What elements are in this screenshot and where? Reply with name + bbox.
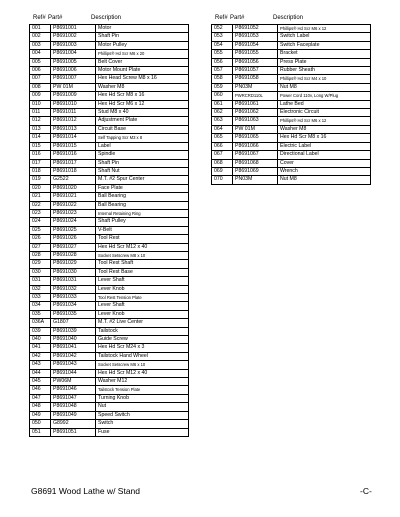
part-number-cell: P8691042 bbox=[51, 352, 96, 360]
table-row bbox=[30, 109, 189, 117]
table-row bbox=[30, 319, 189, 327]
part-number-cell: P8691032 bbox=[51, 285, 96, 293]
ref-cell: 047 bbox=[30, 394, 51, 402]
part-number-cell: PW06M bbox=[51, 378, 96, 386]
table-row bbox=[30, 361, 189, 369]
ref-cell: 035 bbox=[30, 310, 51, 318]
description-cell: Guide Screw bbox=[96, 336, 189, 344]
part-number-cell: G2522 bbox=[51, 176, 96, 184]
part-number-cell: P8691024 bbox=[51, 218, 96, 226]
table-row bbox=[30, 243, 189, 251]
table-row bbox=[212, 67, 371, 75]
table-row bbox=[212, 117, 371, 125]
table-row bbox=[212, 134, 371, 142]
table-row bbox=[30, 344, 189, 352]
description-cell: Label bbox=[96, 142, 189, 150]
description-cell: Spindle bbox=[96, 151, 189, 159]
ref-cell: 022 bbox=[30, 201, 51, 209]
ref-cell: 039 bbox=[30, 327, 51, 335]
ref-cell: 059 bbox=[212, 83, 233, 91]
part-number-cell: P8691067 bbox=[233, 151, 278, 159]
ref-cell: 061 bbox=[212, 100, 233, 108]
description-cell: Hex Head Screw M8 x 16 bbox=[96, 75, 189, 83]
part-number-cell: P8691011 bbox=[51, 109, 96, 117]
table-row bbox=[212, 151, 371, 159]
ref-cell: 010 bbox=[30, 100, 51, 108]
ref-cell: 017 bbox=[30, 159, 51, 167]
description-cell: Phillips® Hd Scr M6 x 12 bbox=[278, 25, 371, 33]
part-number-cell: PN03M bbox=[233, 176, 278, 184]
table-row bbox=[30, 420, 189, 428]
ref-cell: 001 bbox=[30, 25, 51, 33]
description-cell: Phillips® Hd Scr M6 x 20 bbox=[96, 50, 189, 58]
table-row bbox=[30, 294, 189, 302]
ref-cell: 016 bbox=[30, 151, 51, 159]
ref-cell: 053 bbox=[212, 33, 233, 41]
ref-cell: 033 bbox=[30, 294, 51, 302]
ref-cell: 023 bbox=[30, 209, 51, 217]
document-title: G8691 Wood Lathe w/ Stand bbox=[31, 486, 141, 496]
page-number: -C- bbox=[360, 486, 372, 496]
table-row bbox=[212, 33, 371, 41]
ref-cell: 041 bbox=[30, 344, 51, 352]
part-number-cell: P8691015 bbox=[51, 142, 96, 150]
description-cell: Washer M12 bbox=[96, 378, 189, 386]
part-number-cell: P8691020 bbox=[51, 184, 96, 192]
ref-cell: 068 bbox=[212, 159, 233, 167]
ref-cell: 042 bbox=[30, 352, 51, 360]
parts-table-left bbox=[29, 24, 189, 437]
part-number-cell: P8691017 bbox=[51, 159, 96, 167]
ref-cell: 032 bbox=[30, 285, 51, 293]
ref-cell: 002 bbox=[30, 33, 51, 41]
ref-cell: 056 bbox=[212, 58, 233, 66]
table-row bbox=[212, 159, 371, 167]
part-number-cell: P8691066 bbox=[233, 142, 278, 150]
table-row bbox=[212, 176, 371, 184]
part-number-cell: P8691041 bbox=[51, 344, 96, 352]
ref-cell: 031 bbox=[30, 277, 51, 285]
ref-cell: 036A bbox=[30, 319, 51, 327]
table-row bbox=[30, 151, 189, 159]
description-cell: Ball Bearing bbox=[96, 201, 189, 209]
table-row bbox=[30, 378, 189, 386]
ref-cell: 062 bbox=[212, 109, 233, 117]
description-cell: Turning Knob bbox=[96, 394, 189, 402]
description-cell: Tailstock Hand Wheel bbox=[96, 352, 189, 360]
table-row bbox=[30, 277, 189, 285]
ref-cell: 050 bbox=[30, 420, 51, 428]
description-cell: Phillips® Hd Scr M6 x 12 bbox=[278, 117, 371, 125]
part-number-cell: P8691046 bbox=[51, 386, 96, 394]
description-cell: Socket Setscrew M6 x 10 bbox=[96, 361, 189, 369]
ref-cell: 009 bbox=[30, 92, 51, 100]
part-number-cell: P8691048 bbox=[51, 403, 96, 411]
description-header: Description bbox=[273, 15, 304, 21]
description-cell: V-Belt bbox=[96, 226, 189, 234]
table-row bbox=[30, 58, 189, 66]
ref-cell: 006 bbox=[30, 67, 51, 75]
part-number-cell: P8691018 bbox=[51, 167, 96, 175]
table-row bbox=[30, 67, 189, 75]
ref-cell: 048 bbox=[30, 403, 51, 411]
ref-cell: 058 bbox=[212, 75, 233, 83]
table-row bbox=[30, 352, 189, 360]
table-row bbox=[30, 369, 189, 377]
ref-cell: 052 bbox=[212, 25, 233, 33]
ref-cell: 065 bbox=[212, 134, 233, 142]
ref-cell: 034 bbox=[30, 302, 51, 310]
ref-cell: 015 bbox=[30, 142, 51, 150]
table-row bbox=[212, 75, 371, 83]
part-number-cell: P8691014 bbox=[51, 134, 96, 142]
part-number-cell: P8691006 bbox=[51, 67, 96, 75]
table-row bbox=[30, 41, 189, 49]
description-cell: Hex Hd Scr M12 x 40 bbox=[96, 243, 189, 251]
table-row bbox=[30, 125, 189, 133]
description-cell: Nut M8 bbox=[278, 176, 371, 184]
description-cell: Electronic Circuit bbox=[278, 109, 371, 117]
part-number-cell: P8691023 bbox=[51, 209, 96, 217]
part-number-cell: P8691004 bbox=[51, 50, 96, 58]
ref-cell: 070 bbox=[212, 176, 233, 184]
table-row bbox=[30, 386, 189, 394]
description-cell: Motor bbox=[96, 25, 189, 33]
ref-cell: 045 bbox=[30, 378, 51, 386]
part-number-cell: P8691028 bbox=[51, 251, 96, 259]
part-number-cell: PN03M bbox=[233, 83, 278, 91]
ref-cell: 060 bbox=[212, 92, 233, 100]
ref-cell: 054 bbox=[212, 41, 233, 49]
ref-cell: 029 bbox=[30, 260, 51, 268]
description-cell: Nut bbox=[96, 403, 189, 411]
part-number-cell: P8691039 bbox=[51, 327, 96, 335]
ref-cell: 027 bbox=[30, 243, 51, 251]
table-row bbox=[30, 142, 189, 150]
part-header: Part# bbox=[230, 15, 245, 21]
part-number-cell: P8691058 bbox=[233, 75, 278, 83]
table-row bbox=[30, 209, 189, 217]
ref-cell: 044 bbox=[30, 369, 51, 377]
part-number-cell: PW 01M bbox=[233, 125, 278, 133]
part-number-cell: P8691007 bbox=[51, 75, 96, 83]
description-cell: Stud M8 x 40 bbox=[96, 109, 189, 117]
description-cell: Socket Setscrew M8 x 10 bbox=[96, 251, 189, 259]
description-cell: Tool Rest Shaft bbox=[96, 260, 189, 268]
part-number-cell: G1807 bbox=[51, 319, 96, 327]
part-number-cell: P8691013 bbox=[51, 125, 96, 133]
ref-cell: 003 bbox=[30, 41, 51, 49]
part-number-cell: P8691010 bbox=[51, 100, 96, 108]
description-cell: Electric Label bbox=[278, 142, 371, 150]
table-row bbox=[30, 25, 189, 33]
ref-cell: 069 bbox=[212, 167, 233, 175]
description-cell: Shaft Pulley bbox=[96, 218, 189, 226]
part-number-cell: P8691040 bbox=[51, 336, 96, 344]
ref-cell: 014 bbox=[30, 134, 51, 142]
part-number-cell: P8691002 bbox=[51, 33, 96, 41]
table-row bbox=[30, 302, 189, 310]
part-number-cell: P8691030 bbox=[51, 268, 96, 276]
description-cell: Tailstock bbox=[96, 327, 189, 335]
part-number-cell: P8691044 bbox=[51, 369, 96, 377]
description-cell: Washer M8 bbox=[278, 125, 371, 133]
description-cell: Press Plate bbox=[278, 58, 371, 66]
part-number-cell: P8691025 bbox=[51, 226, 96, 234]
part-number-cell: P8691052 bbox=[233, 25, 278, 33]
ref-cell: 012 bbox=[30, 117, 51, 125]
ref-cell: 051 bbox=[30, 428, 51, 436]
ref-cell: 030 bbox=[30, 268, 51, 276]
table-row bbox=[30, 235, 189, 243]
ref-cell: 066 bbox=[212, 142, 233, 150]
ref-cell: 021 bbox=[30, 193, 51, 201]
table-row bbox=[30, 310, 189, 318]
table-row bbox=[30, 201, 189, 209]
description-cell: Face Plate bbox=[96, 184, 189, 192]
description-cell: Lathe Bed bbox=[278, 100, 371, 108]
table-row bbox=[212, 58, 371, 66]
table-row bbox=[30, 193, 189, 201]
table-row bbox=[30, 33, 189, 41]
ref-cell: 055 bbox=[212, 50, 233, 58]
part-number-cell: P8691053 bbox=[233, 33, 278, 41]
description-cell: M.T. #2 Live Center bbox=[96, 319, 189, 327]
part-number-cell: P8691009 bbox=[51, 92, 96, 100]
description-cell: Tool Rest Base bbox=[96, 268, 189, 276]
table-row bbox=[212, 41, 371, 49]
description-cell: Rubber Sheath bbox=[278, 67, 371, 75]
table-row bbox=[30, 75, 189, 83]
table-row bbox=[212, 167, 371, 175]
part-number-cell: P8691069 bbox=[233, 167, 278, 175]
part-number-cell: P8691005 bbox=[51, 58, 96, 66]
description-cell: Circuit Base bbox=[96, 125, 189, 133]
table-row bbox=[212, 25, 371, 33]
ref-header: Ref# bbox=[33, 15, 46, 21]
description-cell: Switch Faceplate bbox=[278, 41, 371, 49]
table-row bbox=[30, 268, 189, 276]
part-number-cell: P8691051 bbox=[51, 428, 96, 436]
table-row bbox=[30, 92, 189, 100]
table-row bbox=[30, 83, 189, 91]
table-row bbox=[212, 109, 371, 117]
table-row bbox=[30, 285, 189, 293]
table-row bbox=[30, 260, 189, 268]
description-cell: Shaft Pin bbox=[96, 33, 189, 41]
description-cell: Lever Knob bbox=[96, 310, 189, 318]
table-row bbox=[30, 100, 189, 108]
description-cell: Motor Mount Plate bbox=[96, 67, 189, 75]
description-cell: Hex Hd Scr M12 x 40 bbox=[96, 369, 189, 377]
table-row bbox=[30, 394, 189, 402]
description-cell: Hex Hd Scr M8 x 16 bbox=[96, 92, 189, 100]
description-cell: Washer M8 bbox=[96, 83, 189, 91]
description-cell: Hex Hd Scr M6 x 12 bbox=[96, 100, 189, 108]
part-number-cell: P8691035 bbox=[51, 310, 96, 318]
ref-cell: 011 bbox=[30, 109, 51, 117]
part-number-cell: P8691068 bbox=[233, 159, 278, 167]
ref-cell: 025 bbox=[30, 226, 51, 234]
ref-cell: 005 bbox=[30, 58, 51, 66]
description-cell: Motor Pulley bbox=[96, 41, 189, 49]
part-number-cell: P8691057 bbox=[233, 67, 278, 75]
description-cell: Nut M8 bbox=[278, 83, 371, 91]
part-number-cell: P8691055 bbox=[233, 50, 278, 58]
table-row bbox=[212, 142, 371, 150]
table-row bbox=[30, 134, 189, 142]
ref-cell: 046 bbox=[30, 386, 51, 394]
ref-cell: 049 bbox=[30, 411, 51, 419]
table-row bbox=[30, 226, 189, 234]
part-number-cell: P8691022 bbox=[51, 201, 96, 209]
part-number-cell: G8992 bbox=[51, 420, 96, 428]
description-cell: M.T. #2 Spur Center bbox=[96, 176, 189, 184]
part-number-cell: P8691054 bbox=[233, 41, 278, 49]
description-cell: Internal Retaining Ring bbox=[96, 209, 189, 217]
table-row bbox=[212, 50, 371, 58]
ref-cell: 064 bbox=[212, 125, 233, 133]
description-cell: Shaft Pin bbox=[96, 159, 189, 167]
ref-cell: 057 bbox=[212, 67, 233, 75]
description-cell: Tool Rest bbox=[96, 235, 189, 243]
part-number-cell: P8691031 bbox=[51, 277, 96, 285]
part-number-cell: P8691034 bbox=[51, 302, 96, 310]
part-number-cell: P8691065 bbox=[233, 134, 278, 142]
table-row bbox=[30, 167, 189, 175]
description-cell: Bracket bbox=[278, 50, 371, 58]
description-cell: Fuse bbox=[96, 428, 189, 436]
ref-cell: 024 bbox=[30, 218, 51, 226]
description-cell: Wrench bbox=[278, 167, 371, 175]
part-number-cell: P8691033 bbox=[51, 294, 96, 302]
part-number-cell: P8691016 bbox=[51, 151, 96, 159]
part-number-cell: P8691029 bbox=[51, 260, 96, 268]
ref-cell: 063 bbox=[212, 117, 233, 125]
description-cell: Switch Label bbox=[278, 33, 371, 41]
part-number-cell: P8691026 bbox=[51, 235, 96, 243]
description-cell: Power Cord 110v, Long W/Plug bbox=[278, 92, 371, 100]
description-cell: Self Tapping Scr M3 x 8 bbox=[96, 134, 189, 142]
description-cell: Ball Bearing bbox=[96, 193, 189, 201]
table-row bbox=[30, 117, 189, 125]
part-number-cell: PW 01M bbox=[51, 83, 96, 91]
part-number-cell: PWRCRD110L bbox=[233, 92, 278, 100]
part-number-cell: P8691001 bbox=[51, 25, 96, 33]
description-cell: Hex Hd Scr M24 x 3 bbox=[96, 344, 189, 352]
part-number-cell: P8691003 bbox=[51, 41, 96, 49]
ref-cell: 004 bbox=[30, 50, 51, 58]
part-number-cell: P8691012 bbox=[51, 117, 96, 125]
description-cell: Lever Shaft bbox=[96, 302, 189, 310]
table-row bbox=[30, 184, 189, 192]
part-header: Part# bbox=[48, 15, 63, 21]
table-row bbox=[30, 411, 189, 419]
description-cell: Tool Rest Tension Plate bbox=[96, 294, 189, 302]
description-cell: Cover bbox=[278, 159, 371, 167]
table-row bbox=[30, 403, 189, 411]
ref-cell: 019 bbox=[30, 176, 51, 184]
table-row bbox=[30, 327, 189, 335]
description-cell: Speed Switch bbox=[96, 411, 189, 419]
ref-cell: 040 bbox=[30, 336, 51, 344]
table-row bbox=[30, 428, 189, 436]
table-row bbox=[30, 336, 189, 344]
table-row bbox=[30, 159, 189, 167]
table-row bbox=[30, 251, 189, 259]
parts-table-right bbox=[211, 24, 371, 185]
description-cell: Directional Label bbox=[278, 151, 371, 159]
description-cell: Switch bbox=[96, 420, 189, 428]
description-cell: Adjustment Plate bbox=[96, 117, 189, 125]
table-row bbox=[212, 92, 371, 100]
part-number-cell: P8691027 bbox=[51, 243, 96, 251]
description-cell: Shaft Nut bbox=[96, 167, 189, 175]
ref-cell: 008 bbox=[30, 83, 51, 91]
ref-cell: 067 bbox=[212, 151, 233, 159]
ref-cell: 026 bbox=[30, 235, 51, 243]
part-number-cell: P8691061 bbox=[233, 100, 278, 108]
description-cell: Lever Shaft bbox=[96, 277, 189, 285]
description-cell: Hex Hd Scr M8 x 16 bbox=[278, 134, 371, 142]
description-cell: Lever Knob bbox=[96, 285, 189, 293]
ref-cell: 007 bbox=[30, 75, 51, 83]
ref-cell: 018 bbox=[30, 167, 51, 175]
ref-cell: 013 bbox=[30, 125, 51, 133]
table-row bbox=[30, 176, 189, 184]
part-number-cell: P8691021 bbox=[51, 193, 96, 201]
part-number-cell: P8691063 bbox=[233, 117, 278, 125]
description-cell: Phillips® Hd Scr M4 x 10 bbox=[278, 75, 371, 83]
ref-cell: 043 bbox=[30, 361, 51, 369]
table-row bbox=[30, 218, 189, 226]
description-header: Description bbox=[91, 15, 122, 21]
part-number-cell: P8691047 bbox=[51, 394, 96, 402]
description-cell: Belt Cover bbox=[96, 58, 189, 66]
table-row bbox=[212, 125, 371, 133]
ref-cell: 028 bbox=[30, 251, 51, 259]
table-row bbox=[30, 50, 189, 58]
part-number-cell: P8691043 bbox=[51, 361, 96, 369]
table-row bbox=[212, 100, 371, 108]
ref-header: Ref# bbox=[215, 15, 228, 21]
description-cell: Tailstock Tension Plate bbox=[96, 386, 189, 394]
part-number-cell: P8691056 bbox=[233, 58, 278, 66]
ref-cell: 020 bbox=[30, 184, 51, 192]
part-number-cell: P8691049 bbox=[51, 411, 96, 419]
part-number-cell: P8691062 bbox=[233, 109, 278, 117]
table-row bbox=[212, 83, 371, 91]
